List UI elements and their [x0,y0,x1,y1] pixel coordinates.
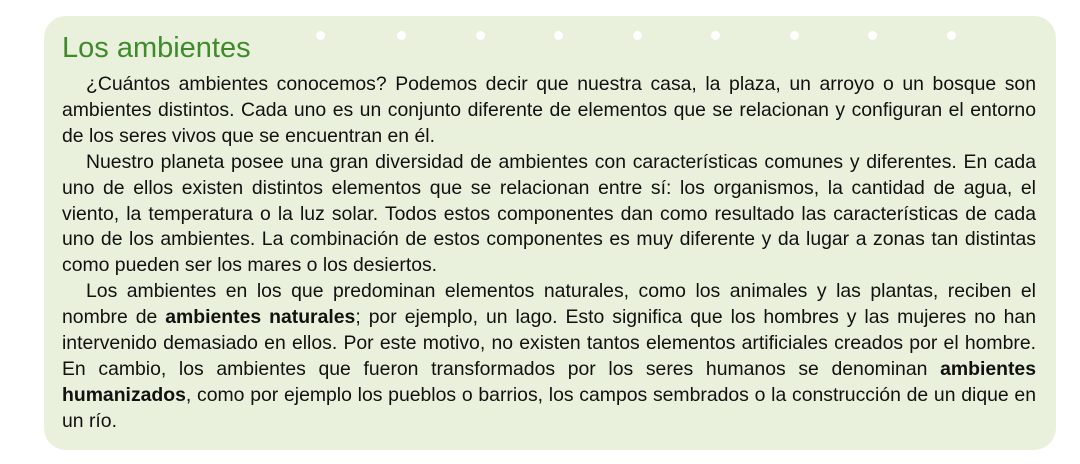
decorative-dot [947,31,956,40]
term-ambientes-humanizados: ambientes humanizados [62,357,1036,406]
paragraph-3-text-1: Los ambientes en los que predominan elementos naturales, como los animales y las plantas, reciben el nombre de [62,280,1036,329]
decorative-dot [476,31,485,40]
decorative-dot [397,31,406,40]
paragraph-3-text-2: ; por ejemplo, un lago. Esto significa que los hombres y las mujeres no han intervenido demasiado en ellos. Por este motivo, no existen tantos elementos artificiales creados por el hombre. En cambio, los ambientes que fueron transformados por los seres humanos se denominan [62,306,1036,380]
paragraph-3-text-3: , como por ejemplo los pueblos o barrios, los campos sembrados o la construcción de un dique en un río. [62,383,1036,432]
decorative-dot [554,31,563,40]
paragraph-1: ¿Cuántos ambientes conocemos? Podemos decir que nuestra casa, la plaza, un arroyo o un bosque son ambientes distintos. Cada uno es un conjunto diferente de elementos que se relacionan y configuran el entorno de los seres vivos que se encuentran en él. [62,73,1036,147]
section-title: Los ambientes [62,32,251,64]
paragraph-3 [62,279,1036,434]
paragraph-2: Nuestro planeta posee una gran diversidad de ambientes con características comunes y diferentes. En cada uno de ellos existen distintos elementos que se relacionan entre sí: los organismos, la cantidad de agua, el viento, la temperatura o la luz solar. Todos estos componentes dan como resultado las características de cada uno de los ambientes. La combinación de estos componentes es muy diferente y da lugar a zonas tan distintas como pueden ser los mares o los desiertos. [62,150,1036,277]
body-text [62,72,1036,435]
decorative-dot [790,31,799,40]
decorative-dot [633,31,642,40]
decorative-dot [711,31,720,40]
decorative-dot [868,31,877,40]
decorative-dot [316,31,325,40]
term-ambientes-naturales: ambientes naturales [165,306,356,329]
